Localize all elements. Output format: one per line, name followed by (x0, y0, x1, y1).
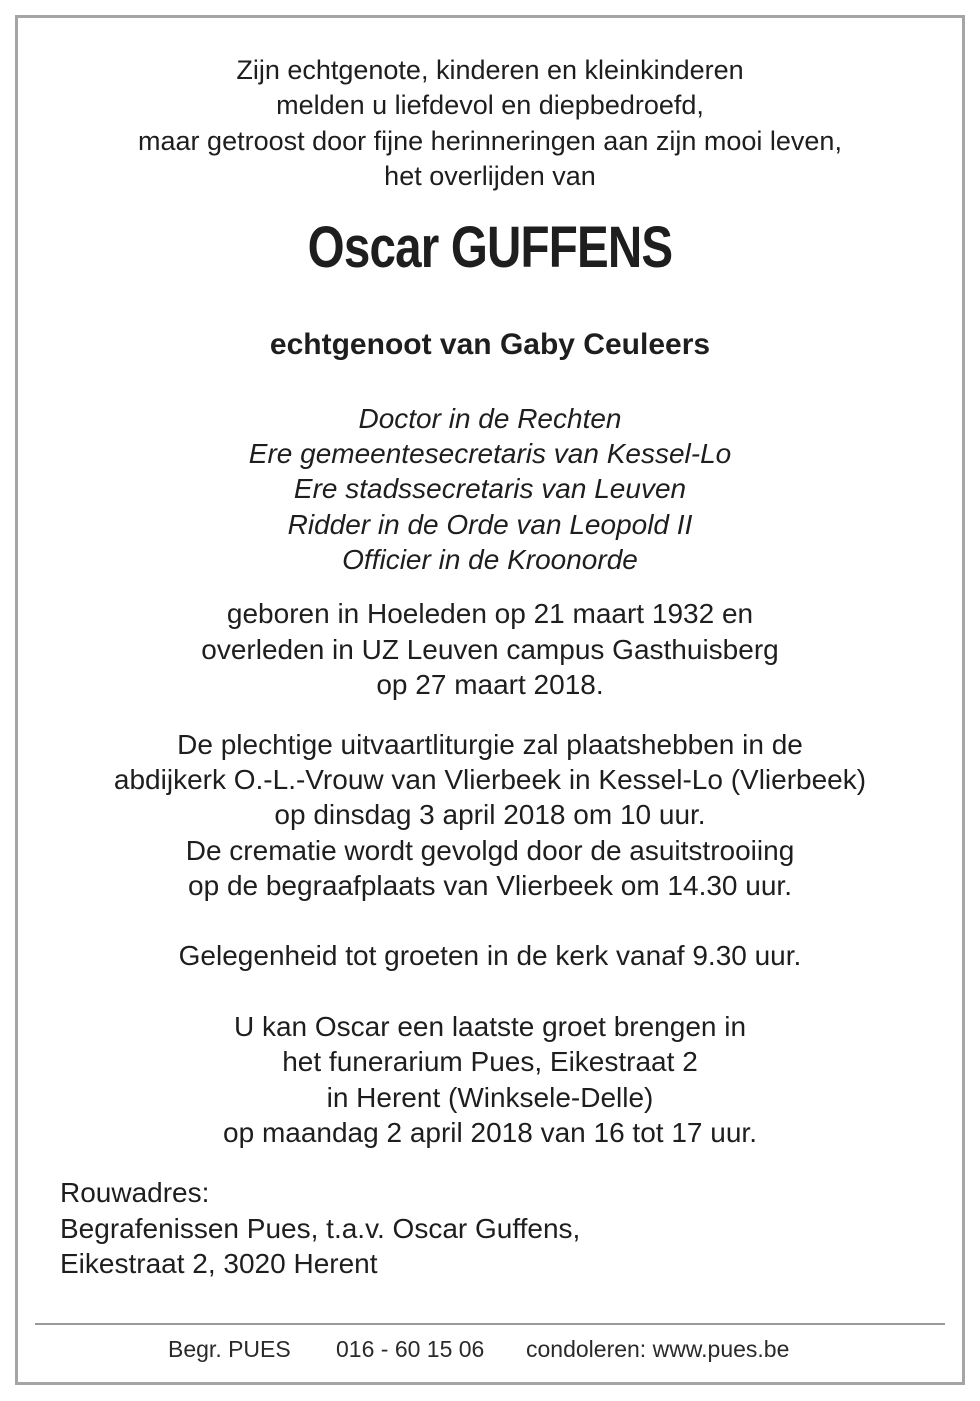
visit-line: in Herent (Winksele-Delle) (326, 1082, 654, 1113)
address-line: Begrafenissen Pues, t.a.v. Oscar Guffens, (60, 1213, 581, 1244)
address-heading: Rouwadres: (60, 1177, 210, 1208)
funeral-line: De plechtige uitvaartliturgie zal plaatshebben in de (177, 729, 803, 760)
funeral-line: op de begraafplaats van Vlierbeek om 14.30 uur. (188, 870, 792, 901)
footer-company: Begr. PUES (168, 1336, 291, 1362)
footer-divider (35, 1323, 945, 1325)
title-line: Ridder in de Orde van Leopold II (287, 509, 693, 540)
footer-phone: 016 - 60 15 06 (336, 1336, 485, 1362)
address-line: Eikestraat 2, 3020 Herent (60, 1248, 378, 1279)
title-line: Doctor in de Rechten (358, 403, 622, 434)
visit-line: het funerarium Pues, Eikestraat 2 (282, 1046, 698, 1077)
birth-death-line: overleden in UZ Leuven campus Gasthuisberg (201, 634, 779, 665)
intro-line: het overlijden van (384, 161, 596, 191)
birth-death-line: op 27 maart 2018. (376, 669, 604, 700)
funeral-line: abdijkerk O.-L.-Vrouw van Vlierbeek in Kessel-Lo (Vlierbeek) (113, 764, 867, 795)
visit-line: op maandag 2 april 2018 van 16 tot 17 uur. (223, 1117, 757, 1148)
visit-line: U kan Oscar een laatste groet brengen in (233, 1011, 747, 1042)
title-line: Officier in de Kroonorde (342, 544, 638, 575)
deceased-name: Oscar GUFFENS (307, 215, 673, 280)
spouse-line: echtgenoot van Gaby Ceuleers (269, 328, 711, 361)
funeral-line: De crematie wordt gevolgd door de asuitstrooiing (185, 835, 795, 866)
intro-line: Zijn echtgenote, kinderen en kleinkinderen (236, 55, 744, 85)
intro-line: maar getroost door fijne herinneringen aan zijn mooi leven, (138, 126, 842, 156)
title-line: Ere gemeentesecretaris van Kessel-Lo (248, 438, 732, 469)
funeral-line: op dinsdag 3 april 2018 om 10 uur. (274, 799, 706, 830)
title-line: Ere stadssecretaris van Leuven (293, 473, 687, 504)
greeting-line: Gelegenheid tot groeten in de kerk vanaf 9.30 uur. (178, 940, 802, 971)
birth-death-line: geboren in Hoeleden op 21 maart 1932 en (226, 598, 754, 629)
intro-line: melden u liefdevol en diepbedroefd, (276, 90, 704, 120)
footer-condolence-link[interactable]: condoleren: www.pues.be (526, 1336, 790, 1362)
